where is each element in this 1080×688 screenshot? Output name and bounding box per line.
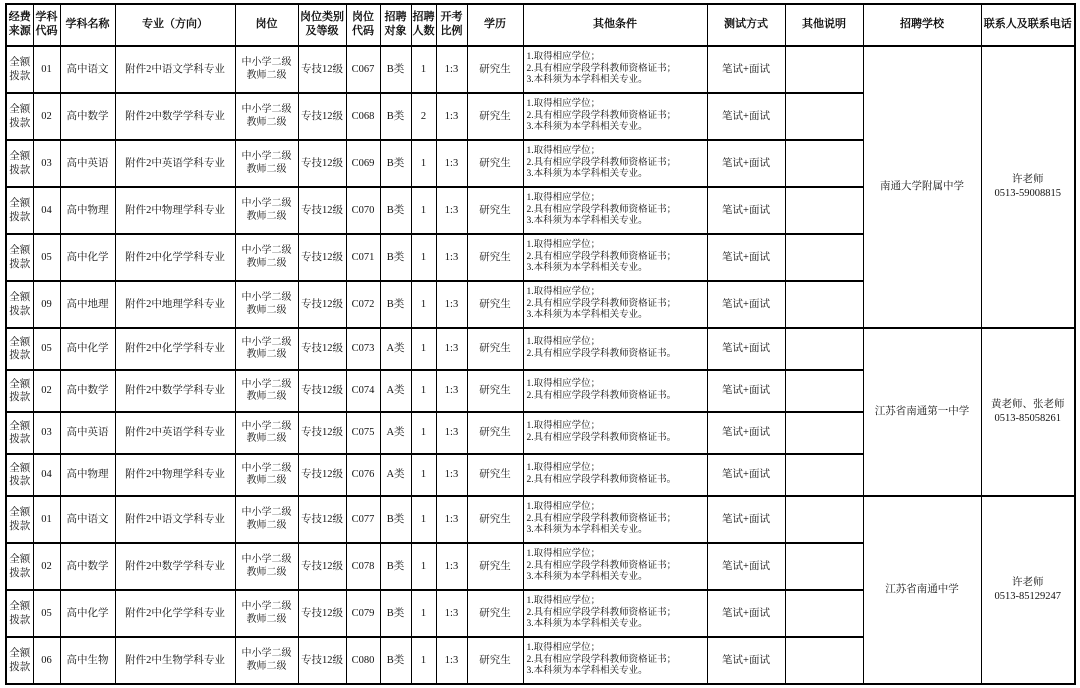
cell-education: 研究生 — [467, 370, 523, 412]
cell-conditions — [523, 637, 707, 684]
cell-subject-name: 高中数学 — [60, 543, 115, 590]
cell-recruit-target: A类 — [380, 454, 411, 496]
cell-other-notes — [785, 370, 863, 412]
cell-subject-name: 高中数学 — [60, 370, 115, 412]
cell-subject-code: 02 — [33, 543, 60, 590]
cell-major-direction: 附件2中物理学科专业 — [115, 454, 235, 496]
cell-exam-ratio: 1:3 — [436, 140, 467, 187]
cell-other-notes — [785, 543, 863, 590]
cell-education: 研究生 — [467, 328, 523, 370]
cell-recruit-target: B类 — [380, 590, 411, 637]
cell-recruit-target: B类 — [380, 637, 411, 684]
cell-subject-code: 04 — [33, 454, 60, 496]
cell-post-code: C067 — [346, 46, 380, 93]
cell-test-method: 笔试+面试 — [707, 281, 785, 328]
cell-education: 研究生 — [467, 496, 523, 543]
condition-line: 2.具有相应学段学科教师资格证书； — [526, 157, 677, 168]
cell-subject-name: 高中化学 — [60, 590, 115, 637]
cell-test-method: 笔试+面试 — [707, 496, 785, 543]
cell-subject-name: 高中物理 — [60, 187, 115, 234]
cell-post-code: C072 — [346, 281, 380, 328]
column-header-subject-name: 学科名称 — [60, 4, 115, 46]
cell-funding-source: 全额拨款 — [6, 140, 33, 187]
column-header-education: 学历 — [467, 4, 523, 46]
cell-post-level: 专技12级 — [298, 370, 346, 412]
cell-conditions — [523, 93, 707, 140]
cell-subject-code: 04 — [33, 187, 60, 234]
cell-recruit-target: B类 — [380, 543, 411, 590]
condition-line: 2.具有相应学段学科教师资格证书； — [526, 204, 677, 215]
cell-post-level: 专技12级 — [298, 496, 346, 543]
cell-recruit-target: B类 — [380, 496, 411, 543]
cell-recruit-target: A类 — [380, 328, 411, 370]
cell-recruit-target: B类 — [380, 281, 411, 328]
cell-exam-ratio: 1:3 — [436, 454, 467, 496]
cell-recruit-target: A类 — [380, 370, 411, 412]
condition-line: 3.本科须为本学科相关专业。 — [526, 619, 648, 630]
cell-conditions — [523, 140, 707, 187]
cell-recruit-count: 1 — [411, 637, 436, 684]
cell-test-method: 笔试+面试 — [707, 187, 785, 234]
cell-conditions — [523, 496, 707, 543]
cell-subject-code: 02 — [33, 370, 60, 412]
cell-post-code: C080 — [346, 637, 380, 684]
condition-line: 3.本科须为本学科相关专业。 — [526, 75, 648, 86]
cell-funding-source: 全额拨款 — [6, 637, 33, 684]
cell-other-notes — [785, 637, 863, 684]
cell-post-code: C078 — [346, 543, 380, 590]
cell-other-notes — [785, 234, 863, 281]
condition-line: 2.具有相应学段学科教师资格证书； — [526, 513, 677, 524]
column-header-recruit-count: 招聘人数 — [411, 4, 436, 46]
cell-subject-name: 高中地理 — [60, 281, 115, 328]
condition-line: 1.取得相应学位； — [526, 421, 601, 432]
cell-recruit-count: 1 — [411, 412, 436, 454]
cell-major-direction: 附件2中数学学科专业 — [115, 543, 235, 590]
column-header-other-notes: 其他说明 — [785, 4, 863, 46]
cell-recruiting-school: 南通大学附属中学 — [863, 46, 981, 328]
table-header-row — [6, 4, 1075, 46]
cell-education: 研究生 — [467, 637, 523, 684]
cell-conditions — [523, 187, 707, 234]
cell-post: 中小学二级教师二级 — [235, 637, 298, 684]
cell-other-notes — [785, 281, 863, 328]
table-row — [6, 496, 1075, 543]
cell-funding-source: 全额拨款 — [6, 454, 33, 496]
cell-funding-source: 全额拨款 — [6, 187, 33, 234]
column-header-post-code: 岗位代码 — [346, 4, 380, 46]
condition-line: 3.本科须为本学科相关专业。 — [526, 263, 648, 274]
cell-test-method: 笔试+面试 — [707, 370, 785, 412]
column-header-major-direction: 专业（方向） — [115, 4, 235, 46]
cell-test-method: 笔试+面试 — [707, 637, 785, 684]
cell-subject-code: 05 — [33, 328, 60, 370]
cell-subject-name: 高中语文 — [60, 496, 115, 543]
cell-major-direction: 附件2中数学学科专业 — [115, 370, 235, 412]
cell-post-level: 专技12级 — [298, 140, 346, 187]
cell-subject-code: 02 — [33, 93, 60, 140]
condition-line: 1.取得相应学位； — [526, 193, 601, 204]
cell-post: 中小学二级教师二级 — [235, 412, 298, 454]
cell-subject-name: 高中化学 — [60, 328, 115, 370]
recruitment-table — [5, 3, 1076, 685]
contact-phone: 0513-59008815 — [994, 188, 1061, 199]
cell-exam-ratio: 1:3 — [436, 281, 467, 328]
cell-contact-and-phone — [981, 496, 1075, 684]
cell-test-method: 笔试+面试 — [707, 412, 785, 454]
cell-education: 研究生 — [467, 93, 523, 140]
cell-post-code: C076 — [346, 454, 380, 496]
condition-line: 2.具有相应学段学科教师资格证书； — [526, 251, 677, 262]
column-header-subject-code: 学科代码 — [33, 4, 60, 46]
cell-major-direction: 附件2中语文学科专业 — [115, 46, 235, 93]
cell-major-direction: 附件2中数学学科专业 — [115, 93, 235, 140]
cell-post-code: C069 — [346, 140, 380, 187]
condition-line: 1.取得相应学位； — [526, 287, 601, 298]
cell-recruit-count: 1 — [411, 46, 436, 93]
cell-conditions — [523, 454, 707, 496]
cell-recruit-target: A类 — [380, 412, 411, 454]
cell-recruit-count: 2 — [411, 93, 436, 140]
condition-line: 2.具有相应学段学科教师资格证书； — [526, 63, 677, 74]
cell-recruit-count: 1 — [411, 234, 436, 281]
cell-subject-name: 高中生物 — [60, 637, 115, 684]
table-row — [6, 46, 1075, 93]
cell-recruit-target: B类 — [380, 187, 411, 234]
cell-recruit-count: 1 — [411, 187, 436, 234]
cell-post-code: C077 — [346, 496, 380, 543]
cell-other-notes — [785, 496, 863, 543]
cell-post-level: 专技12级 — [298, 234, 346, 281]
cell-exam-ratio: 1:3 — [436, 328, 467, 370]
table-row — [6, 328, 1075, 370]
cell-post-level: 专技12级 — [298, 412, 346, 454]
condition-line: 1.取得相应学位； — [526, 463, 601, 474]
column-header-contact-and-phone: 联系人及联系电话 — [981, 4, 1075, 46]
condition-line: 3.本科须为本学科相关专业。 — [526, 122, 648, 133]
cell-exam-ratio: 1:3 — [436, 93, 467, 140]
cell-subject-name: 高中数学 — [60, 93, 115, 140]
cell-post-level: 专技12级 — [298, 328, 346, 370]
condition-line: 3.本科须为本学科相关专业。 — [526, 169, 648, 180]
cell-major-direction: 附件2中语文学科专业 — [115, 496, 235, 543]
cell-recruit-target: B类 — [380, 234, 411, 281]
cell-recruit-count: 1 — [411, 370, 436, 412]
cell-major-direction: 附件2中生物学科专业 — [115, 637, 235, 684]
cell-test-method: 笔试+面试 — [707, 590, 785, 637]
condition-line: 2.具有相应学段学科教师资格证书。 — [526, 391, 677, 401]
condition-line: 2.具有相应学段学科教师资格证书； — [526, 560, 677, 571]
cell-other-notes — [785, 328, 863, 370]
contact-person: 黄老师、张老师 — [991, 398, 1065, 410]
cell-education: 研究生 — [467, 234, 523, 281]
cell-post-code: C075 — [346, 412, 380, 454]
cell-post: 中小学二级教师二级 — [235, 187, 298, 234]
cell-conditions — [523, 412, 707, 454]
condition-line: 1.取得相应学位； — [526, 146, 601, 157]
cell-post-level: 专技12级 — [298, 543, 346, 590]
condition-line: 1.取得相应学位； — [526, 337, 601, 348]
condition-line: 3.本科须为本学科相关专业。 — [526, 216, 648, 227]
condition-line: 1.取得相应学位； — [526, 596, 601, 607]
cell-exam-ratio: 1:3 — [436, 412, 467, 454]
cell-post-level: 专技12级 — [298, 637, 346, 684]
cell-funding-source: 全额拨款 — [6, 496, 33, 543]
cell-funding-source: 全额拨款 — [6, 543, 33, 590]
condition-line: 1.取得相应学位； — [526, 379, 601, 390]
condition-line: 1.取得相应学位； — [526, 240, 601, 251]
cell-other-notes — [785, 140, 863, 187]
cell-subject-code: 01 — [33, 46, 60, 93]
contact-person: 许老师 — [1012, 576, 1044, 588]
cell-conditions — [523, 543, 707, 590]
condition-line: 2.具有相应学段学科教师资格证书。 — [526, 475, 677, 485]
cell-major-direction: 附件2中英语学科专业 — [115, 140, 235, 187]
cell-other-notes — [785, 187, 863, 234]
cell-post: 中小学二级教师二级 — [235, 496, 298, 543]
cell-exam-ratio: 1:3 — [436, 46, 467, 93]
cell-post-code: C071 — [346, 234, 380, 281]
cell-other-notes — [785, 93, 863, 140]
cell-post-code: C079 — [346, 590, 380, 637]
cell-subject-name: 高中化学 — [60, 234, 115, 281]
cell-post-level: 专技12级 — [298, 281, 346, 328]
cell-other-notes — [785, 454, 863, 496]
condition-line: 1.取得相应学位； — [526, 99, 601, 110]
cell-contact-and-phone — [981, 46, 1075, 328]
cell-recruit-count: 1 — [411, 281, 436, 328]
cell-post-level: 专技12级 — [298, 187, 346, 234]
cell-test-method: 笔试+面试 — [707, 454, 785, 496]
cell-subject-code: 01 — [33, 496, 60, 543]
condition-line: 2.具有相应学段学科教师资格证书； — [526, 110, 677, 121]
contact-phone: 0513-85129247 — [994, 591, 1061, 602]
cell-post-code: C068 — [346, 93, 380, 140]
cell-test-method: 笔试+面试 — [707, 93, 785, 140]
cell-subject-name: 高中英语 — [60, 140, 115, 187]
cell-major-direction: 附件2中化学学科专业 — [115, 234, 235, 281]
cell-post: 中小学二级教师二级 — [235, 93, 298, 140]
cell-exam-ratio: 1:3 — [436, 370, 467, 412]
cell-exam-ratio: 1:3 — [436, 496, 467, 543]
cell-exam-ratio: 1:3 — [436, 637, 467, 684]
condition-line: 1.取得相应学位； — [526, 643, 601, 654]
cell-post: 中小学二级教师二级 — [235, 46, 298, 93]
cell-conditions — [523, 370, 707, 412]
cell-funding-source: 全额拨款 — [6, 281, 33, 328]
cell-education: 研究生 — [467, 140, 523, 187]
cell-conditions — [523, 590, 707, 637]
cell-recruit-count: 1 — [411, 140, 436, 187]
cell-conditions — [523, 234, 707, 281]
cell-recruit-count: 1 — [411, 328, 436, 370]
condition-line: 2.具有相应学段学科教师资格证书； — [526, 607, 677, 618]
cell-post: 中小学二级教师二级 — [235, 234, 298, 281]
cell-post-code: C070 — [346, 187, 380, 234]
cell-recruit-target: B类 — [380, 93, 411, 140]
cell-contact-and-phone — [981, 328, 1075, 496]
cell-recruit-count: 1 — [411, 543, 436, 590]
condition-line: 1.取得相应学位； — [526, 502, 601, 513]
cell-major-direction: 附件2中英语学科专业 — [115, 412, 235, 454]
cell-major-direction: 附件2中物理学科专业 — [115, 187, 235, 234]
cell-exam-ratio: 1:3 — [436, 590, 467, 637]
cell-exam-ratio: 1:3 — [436, 543, 467, 590]
condition-line: 2.具有相应学段学科教师资格证书。 — [526, 349, 677, 359]
cell-post-code: C073 — [346, 328, 380, 370]
column-header-other-conditions: 其他条件 — [523, 4, 707, 46]
cell-education: 研究生 — [467, 590, 523, 637]
cell-post: 中小学二级教师二级 — [235, 454, 298, 496]
cell-subject-name: 高中英语 — [60, 412, 115, 454]
condition-line: 2.具有相应学段学科教师资格证书； — [526, 654, 677, 665]
cell-funding-source: 全额拨款 — [6, 93, 33, 140]
cell-other-notes — [785, 46, 863, 93]
cell-funding-source: 全额拨款 — [6, 370, 33, 412]
cell-other-notes — [785, 590, 863, 637]
cell-funding-source: 全额拨款 — [6, 46, 33, 93]
cell-test-method: 笔试+面试 — [707, 328, 785, 370]
cell-recruit-count: 1 — [411, 590, 436, 637]
cell-education: 研究生 — [467, 543, 523, 590]
cell-recruiting-school: 江苏省南通第一中学 — [863, 328, 981, 496]
cell-exam-ratio: 1:3 — [436, 234, 467, 281]
cell-post: 中小学二级教师二级 — [235, 590, 298, 637]
cell-post-level: 专技12级 — [298, 454, 346, 496]
condition-line: 3.本科须为本学科相关专业。 — [526, 310, 648, 321]
cell-test-method: 笔试+面试 — [707, 543, 785, 590]
cell-post-level: 专技12级 — [298, 93, 346, 140]
cell-recruiting-school: 江苏省南通中学 — [863, 496, 981, 684]
cell-test-method: 笔试+面试 — [707, 46, 785, 93]
column-header-funding-source: 经费来源 — [6, 4, 33, 46]
cell-education: 研究生 — [467, 281, 523, 328]
cell-post: 中小学二级教师二级 — [235, 328, 298, 370]
cell-recruit-target: B类 — [380, 46, 411, 93]
cell-subject-code: 05 — [33, 590, 60, 637]
condition-line: 2.具有相应学段学科教师资格证书。 — [526, 433, 677, 443]
condition-line: 2.具有相应学段学科教师资格证书； — [526, 298, 677, 309]
column-header-post: 岗位 — [235, 4, 298, 46]
cell-subject-name: 高中物理 — [60, 454, 115, 496]
cell-funding-source: 全额拨款 — [6, 328, 33, 370]
cell-post: 中小学二级教师二级 — [235, 281, 298, 328]
cell-conditions — [523, 281, 707, 328]
contact-phone: 0513-85058261 — [994, 413, 1061, 424]
condition-line: 1.取得相应学位； — [526, 52, 601, 63]
cell-post: 中小学二级教师二级 — [235, 370, 298, 412]
cell-funding-source: 全额拨款 — [6, 590, 33, 637]
cell-recruit-count: 1 — [411, 496, 436, 543]
cell-test-method: 笔试+面试 — [707, 140, 785, 187]
column-header-post-category-level: 岗位类别及等级 — [298, 4, 346, 46]
cell-major-direction: 附件2中化学学科专业 — [115, 328, 235, 370]
cell-funding-source: 全额拨款 — [6, 412, 33, 454]
cell-post: 中小学二级教师二级 — [235, 543, 298, 590]
cell-recruit-target: B类 — [380, 140, 411, 187]
cell-education: 研究生 — [467, 46, 523, 93]
cell-other-notes — [785, 412, 863, 454]
cell-subject-code: 05 — [33, 234, 60, 281]
condition-line: 1.取得相应学位； — [526, 549, 601, 560]
cell-education: 研究生 — [467, 412, 523, 454]
cell-conditions — [523, 46, 707, 93]
cell-major-direction: 附件2中化学学科专业 — [115, 590, 235, 637]
cell-funding-source: 全额拨款 — [6, 234, 33, 281]
cell-education: 研究生 — [467, 454, 523, 496]
cell-subject-name: 高中语文 — [60, 46, 115, 93]
cell-post-level: 专技12级 — [298, 590, 346, 637]
cell-post: 中小学二级教师二级 — [235, 140, 298, 187]
cell-subject-code: 03 — [33, 412, 60, 454]
column-header-test-method: 测试方式 — [707, 4, 785, 46]
cell-recruit-count: 1 — [411, 454, 436, 496]
cell-subject-code: 03 — [33, 140, 60, 187]
cell-subject-code: 09 — [33, 281, 60, 328]
column-header-exam-ratio: 开考比例 — [436, 4, 467, 46]
cell-education: 研究生 — [467, 187, 523, 234]
cell-post-code: C074 — [346, 370, 380, 412]
contact-person: 许老师 — [1012, 173, 1044, 185]
cell-conditions — [523, 328, 707, 370]
condition-line: 3.本科须为本学科相关专业。 — [526, 666, 648, 677]
cell-major-direction: 附件2中地理学科专业 — [115, 281, 235, 328]
cell-post-level: 专技12级 — [298, 46, 346, 93]
cell-subject-code: 06 — [33, 637, 60, 684]
column-header-recruit-target: 招聘对象 — [380, 4, 411, 46]
column-header-recruiting-school: 招聘学校 — [863, 4, 981, 46]
condition-line: 3.本科须为本学科相关专业。 — [526, 525, 648, 536]
condition-line: 3.本科须为本学科相关专业。 — [526, 572, 648, 583]
cell-exam-ratio: 1:3 — [436, 187, 467, 234]
cell-test-method: 笔试+面试 — [707, 234, 785, 281]
